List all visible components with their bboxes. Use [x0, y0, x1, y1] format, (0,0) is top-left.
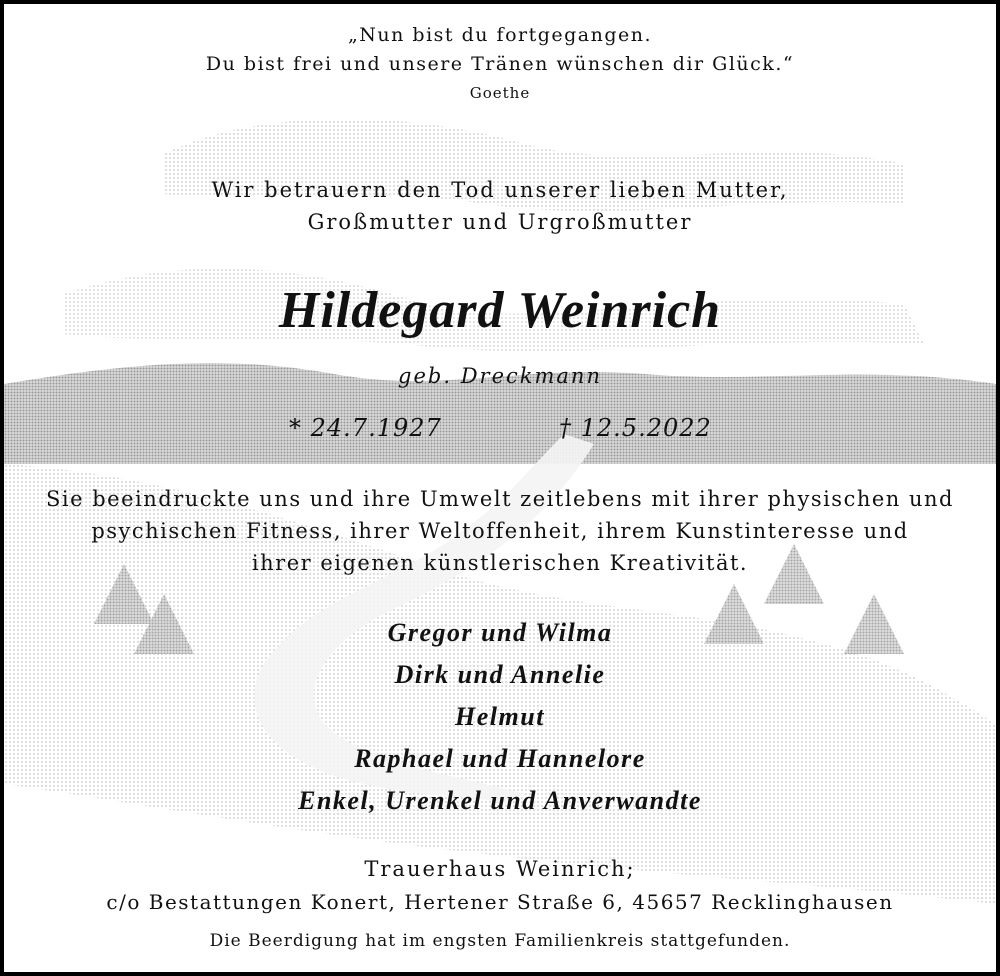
- deceased-name: Hildegard Weinrich: [278, 282, 722, 339]
- mourner-name: Dirk und Annelie: [394, 660, 606, 689]
- quote-line-2: Du bist frei und unsere Tränen wünschen dir Glück.“: [205, 53, 795, 75]
- quote-author: Goethe: [469, 84, 531, 102]
- intro-line-1: Wir betrauern den Tod unserer lieben Mutter,: [211, 178, 789, 202]
- tribute-line-2: psychischen Fitness, ihrer Weltoffenheit, ihrem Kunstinteresse und: [91, 519, 909, 543]
- mourning-house: Trauerhaus Weinrich;: [364, 857, 636, 881]
- mourner-name: Raphael und Hannelore: [354, 744, 646, 773]
- mourner-name: Enkel, Urenkel und Anverwandte: [298, 786, 702, 815]
- intro-line-2: Großmutter und Urgroßmutter: [307, 210, 693, 234]
- death-date: † 12.5.2022: [559, 414, 712, 442]
- contact-address: c/o Bestattungen Konert, Hertener Straße 6, 45657 Recklinghausen: [106, 890, 894, 914]
- tribute-line-3: ihrer eigenen künstlerischen Kreativität.: [251, 551, 749, 575]
- mourner-name: Gregor und Wilma: [387, 618, 613, 647]
- notice-text: [4, 4, 996, 972]
- mourner-name: Helmut: [455, 702, 545, 731]
- quote-line-1: „Nun bist du fortgegangen.: [347, 24, 653, 46]
- life-dates: [4, 414, 996, 446]
- birth-date: * 24.7.1927: [289, 414, 442, 442]
- maiden-name: geb. Dreckmann: [398, 364, 602, 388]
- funeral-note: Die Beerdigung hat im engsten Familienkreis stattgefunden.: [209, 931, 791, 951]
- tribute-line-1: Sie beeindruckte uns und ihre Umwelt zeitlebens mit ihrer physischen und: [46, 487, 954, 511]
